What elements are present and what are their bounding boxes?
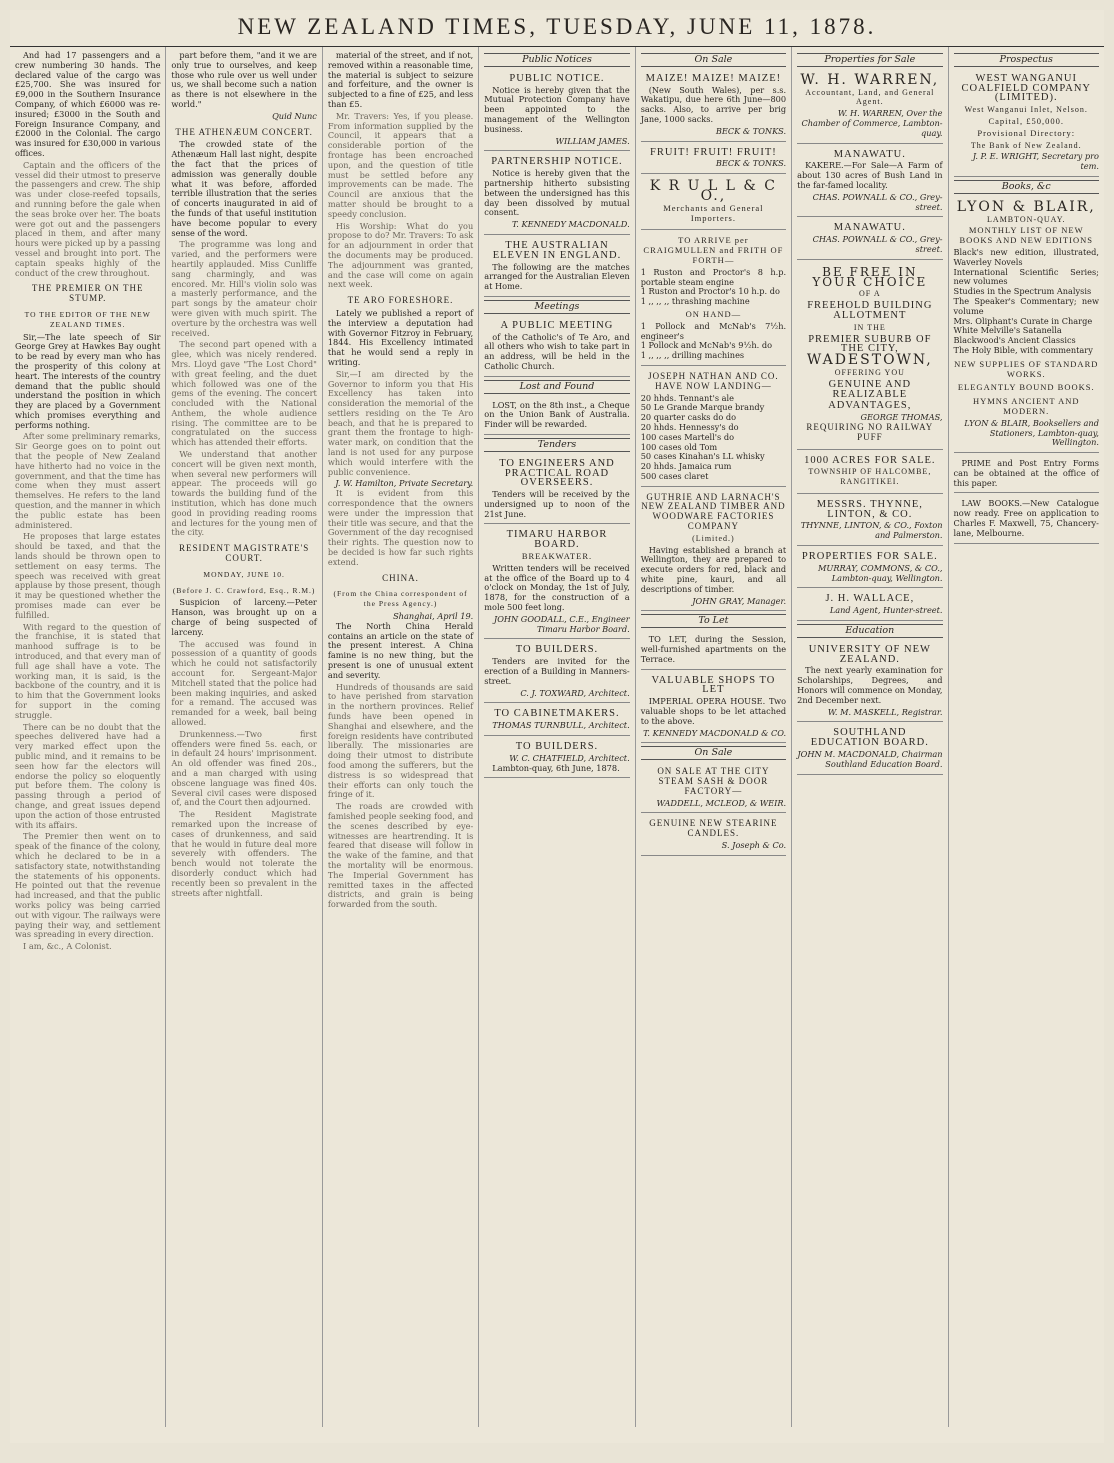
ad-title: TO BUILDERS.: [515, 644, 599, 656]
ad-title: TO BUILDERS.: [515, 741, 599, 753]
book-list-item: Studies in the Spectrum Analysis: [953, 286, 1092, 297]
section-on-sale: On Sale: [641, 53, 786, 67]
ad-subtitle: BREAKWATER.: [521, 551, 593, 562]
ad-signature: BECK & TONKS.: [715, 125, 787, 136]
ad-directory: Provisional Directory:: [977, 127, 1076, 138]
ad-title: PUBLIC NOTICE.: [509, 72, 605, 84]
ad-list-item: 50 cases Kinahan's LL whisky: [640, 451, 765, 462]
ad-signature: MURRAY, COMMONS, & CO., Lambton-quay, Wellington.: [818, 562, 943, 583]
article-text-filler: With regard to the question of the franchise, it is stated that manhood suffrage is to be introduced, and that every man of full age shall have a vote. The working man, it is said, is the backbone of the country, and it is to him that the Government looks for support in the coming struggle.: [15, 621, 161, 720]
ad-signature: JOHN GOODALL, C.E., Engineer Timaru Harbor Board.: [493, 613, 630, 634]
ad-body: PRIME and Post Entry Forms can be obtained at the office of this paper.: [953, 458, 1099, 488]
ad-body: LOST, on the 8th inst., a Cheque on the Union Bank of Australia. Finder will be rewarded.: [484, 399, 630, 430]
article-text-filler: The programme was long and varied, and the performers were heartily applauded. Miss Cunliffe sang charmingly, and was encored. Mr. Hill's violin solo was a masterly performance, and the part songs by the amateur choir were given with much spirit. The overture by the orchestra was well received.: [171, 239, 317, 338]
article-text-filler: His Worship: What do you propose to do? Mr. Travers: To ask for an adjournment in order that the documents may be produced. The adjournment was granted, and the case will come on again next week.: [327, 220, 474, 290]
ad-body: of the Catholic's of Te Aro, and all others who wish to take part in an address, will be held in the Catholic Church.: [484, 331, 630, 371]
ad-body: TO LET, during the Session, well-furnished apartments on the Terrace.: [640, 634, 787, 664]
section-public-notices: Public Notices: [484, 53, 629, 67]
ad-signature: S. Joseph & Co.: [721, 840, 787, 850]
ad-title: MAIZE! MAIZE! MAIZE!: [645, 72, 782, 84]
ad-signature: CHAS. POWNALL & CO., Grey-street.: [812, 191, 943, 212]
ad-title: JOSEPH NATHAN AND CO. HAVE NOW LANDING—: [648, 370, 779, 391]
ad-to-arrive: [641, 233, 786, 366]
ad-signature: GEORGE THOMAS,: [860, 412, 943, 423]
ad-capital: Capital, £50,000.: [988, 115, 1065, 126]
article-text-filler: Sir,—I am directed by the Governor to inform you that His Excellency has taken into consideration the memorial of the settlers residing on the Te Aro beach, and that he is prepared to grant them the frontage to high-water mark, on condition that the land is not used for any purpose which would interfere with the public convenience.: [327, 368, 474, 477]
section-books: Books, &c: [954, 180, 1099, 194]
ad-line: ADVANTAGES,: [828, 400, 912, 412]
ad-title: MANAWATU.: [833, 148, 906, 160]
ad-line: OF A: [859, 289, 881, 299]
ad-title: PARTNERSHIP NOTICE.: [491, 156, 623, 168]
section-education: Education: [797, 624, 942, 638]
section-meetings: Meetings: [484, 300, 629, 314]
ad-halcombe: [797, 453, 942, 494]
ad-maize: [641, 71, 786, 142]
newspaper-page: [10, 10, 1104, 1443]
ad-builders: [484, 642, 629, 703]
ad-signature: THOMAS TURNBULL, Architect.: [492, 720, 630, 731]
ad-subtitle: LAMBTON-QUAY.: [987, 214, 1066, 224]
article-text: The North China Herald contains an article on the state of the present interest. A China famine is no new thing, but the present is one of unusual extent and severity.: [327, 620, 474, 680]
china-dateline: Shanghai, April 19.: [393, 611, 474, 622]
article-heading-foreshore: TE ARO FORESHORE.: [347, 295, 454, 306]
book-list-item: The Speaker's Commentary; new volume: [953, 295, 1099, 316]
ad-law-books: [954, 496, 1099, 543]
ad-title: SOUTHLAND EDUCATION BOARD.: [810, 727, 929, 749]
column-5: [636, 47, 792, 1427]
ad-fruit: [641, 145, 786, 175]
ad-title: TIMARU HARBOR BOARD.: [506, 529, 608, 551]
ad-list-item: 1 Ruston and Proctor's 8 h.p. portable steam engine: [640, 266, 787, 287]
ad-body: LAW BOOKS.—New Catalogue now ready. Free on application to Charles F. Maxwell, 75, Chancery-lane, Melbourne.: [953, 498, 1099, 538]
ad-subtitle: Accountant, Land, and General Agent.: [805, 87, 935, 107]
ad-footer: Lambton-quay, 6th June, 1878.: [492, 762, 620, 773]
ad-signature: C. J. TOXWARD, Architect.: [520, 687, 630, 698]
ad-body: KAKERE.—For Sale—A Farm of about 130 acres of Bush Land in the far-famed locality.: [797, 160, 943, 190]
ad-valuable-shops: [641, 673, 786, 744]
article-signature: Quid Nunc: [272, 110, 317, 121]
china-subheading: (From the China correspondent of the Press Agency.): [333, 589, 468, 609]
ad-partnership: [484, 154, 629, 235]
ad-warren: [797, 71, 942, 144]
masthead: [10, 10, 1104, 47]
ad-title: PROPERTIES FOR SALE.: [801, 551, 938, 563]
article-text-filler: He proposes that large estates should be taxed, and that the lands should be thrown open to settlement on easy terms. The speech was received with great applause by those present, though it may be questioned whether the promises made can ever be fulfilled.: [15, 531, 161, 620]
ad-bankers: The Bank of New Zealand.: [970, 140, 1082, 150]
ad-title: ON SALE AT THE CITY STEAM SASH & DOOR FACTORY—: [657, 766, 770, 796]
section-to-let: To Let: [641, 614, 786, 628]
ad-footer: REQUIRING NO RAILWAY PUFF: [806, 421, 934, 442]
ad-title: UNIVERSITY OF NEW ZEALAND.: [808, 643, 931, 665]
article-text-filler: The Resident Magistrate remarked upon the increase of cases of drunkenness, and said that he would in future deal more severely with offenders. The bench would not tolerate the disorderly conduct which had recently been so prevalent in the streets after nightfall.: [171, 809, 317, 898]
article-text-filler: Mr. Travers: Yes, if you please. From information supplied by the Council, it appears that a considerable portion of the frontage has been encroached upon, and the question of title must be settled before any improvements can be made. The Council are anxious that the matter should be brought to a speedy conclusion.: [327, 110, 474, 219]
book-list-item: International Scientific Series; new volumes: [953, 266, 1099, 287]
ad-body: Having established a branch at Wellington, they are prepared to execute orders for red, black and white pine, kauri, and all descriptions of timber.: [640, 544, 787, 594]
ad-list-item: 50 Le Grande Marque brandy: [640, 402, 765, 413]
ad-signature: WILLIAM JAMES.: [555, 135, 630, 146]
ad-list-item: 500 cases claret: [640, 470, 709, 481]
ad-subtitle: TOWNSHIP OF HALCOMBE, RANGITIKEI.: [808, 467, 932, 487]
ad-southland: [797, 725, 942, 774]
ad-signature: LYON & BLAIR, Booksellers and Stationers, Lambton-quay, Wellington.: [964, 417, 1099, 448]
ad-cabinetmakers: [484, 706, 629, 736]
ad-title: TO ARRIVE per CRAIGMULLEN and FRITH OF FORTH—: [643, 235, 784, 265]
ad-title: GENUINE NEW STEARINE CANDLES.: [649, 818, 778, 839]
column-7: [949, 47, 1104, 1427]
columns: [10, 47, 1104, 1427]
ad-coalfield: [954, 71, 1099, 177]
ad-signature: JOHN M. MACDONALD, Chairman Southland Education Board.: [797, 749, 943, 769]
ad-signature: Land Agent, Hunter-street.: [829, 605, 943, 616]
article-text: Suspicion of larceny.—Peter Hanson, was brought up on a charge of being suspected of larceny.: [171, 597, 317, 637]
ad-list-item: 100 cases old Tom: [640, 441, 718, 452]
ad-body: The next yearly examination for Scholarships, Degrees, and Honors will commence on Monday, 2nd December next.: [797, 665, 943, 705]
ad-lost: [484, 398, 629, 435]
ad-body: Tenders are invited for the erection of a Building in Manners-street.: [484, 656, 630, 686]
ad-stearine-candles: [641, 816, 786, 855]
ad-list-item: 1 Ruston and Proctor's 10 h.p. do: [640, 286, 780, 297]
article-heading-china: CHINA.: [382, 572, 419, 583]
page-title: NEW ZEALAND TIMES, TUESDAY, JUNE 11, 1878.: [237, 14, 877, 39]
ad-manawatu-2: [797, 220, 942, 259]
column-2: [166, 47, 322, 1427]
book-list-item: Black's new edition, illustrated, Waverley Novels: [953, 246, 1099, 267]
ad-lyon-blair: [954, 198, 1099, 453]
ad-section: ELEGANTLY BOUND BOOKS.: [957, 382, 1095, 393]
ad-timaru-harbor: [484, 527, 629, 639]
section-on-sale-2: On Sale: [641, 746, 786, 760]
ad-properties: [797, 549, 942, 588]
ad-line: WADESTOWN,: [806, 352, 933, 369]
ad-title: THE AUSTRALIAN ELEVEN IN ENGLAND.: [492, 239, 622, 261]
ad-title: WEST WANGANUI COALFIELD COMPANY (LIMITED).: [961, 72, 1091, 104]
ad-title: MANAWATU.: [833, 222, 906, 234]
ad-krull: [641, 177, 786, 230]
book-list-item: The Holy Bible, with commentary: [953, 344, 1093, 355]
ad-subtitle: West Wanganui Inlet, Nelson.: [964, 105, 1088, 115]
ad-title: GUTHRIE AND LARNACH'S NEW ZEALAND TIMBER AND WOODWARE FACTORIES COMPANY: [641, 491, 786, 532]
ad-body: IMPERIAL OPERA HOUSE. Two valuable shops to be let attached to the above.: [640, 696, 787, 726]
ad-line: OFFERING YOU: [834, 367, 905, 377]
ad-line: IN THE: [853, 322, 886, 332]
section-properties: Properties for Sale: [797, 53, 942, 67]
ad-line: GENUINE AND REALIZABLE: [828, 378, 912, 400]
ad-title: TO CABINETMAKERS.: [494, 708, 620, 720]
article-text-filler: Captain and the officers of the vessel did their utmost to preserve the passengers and crew. The ship was under close-reefed topsails, and running before the gale when the seas broke over her. The boats were got out and the passengers placed in them, and after many hours were picked up by a passing vessel and brought into port. The captain speaks highly of the conduct of the crew throughout.: [15, 159, 161, 278]
ad-list-item: 1 Pollock and McNab's 9½h. do: [640, 340, 773, 351]
ad-subtitle: ON HAND—: [685, 308, 742, 319]
article-heading-premier: THE PREMIER ON THE STUMP.: [31, 283, 144, 304]
article-text: The crowded state of the Athenæum Hall last night, despite the fact that the prices of admission was generally double what it was before, afforded terrible illustration that the series of concerts inaugurated in aid of the funds of that useful institution have become popular to every sense of the word.: [171, 139, 317, 238]
ad-subtitle: (Limited.): [692, 533, 735, 543]
section-lost-found: Lost and Found: [484, 380, 629, 394]
article-text-filler: The Premier then went on to speak of the finance of the colony, which he declared to be in a satisfactory state, notwithstanding the statements of his opponents. He pointed out that the revenue had increased, and that the public works policy was being carried out with vigour. The railways were paying their way, and settlement was spreading in every direction.: [15, 831, 161, 940]
ad-signature: W. C. CHATFIELD, Architect.: [509, 752, 630, 763]
article-text-filler: There can be no doubt that the speeches delivered have had a very marked effect upon the public mind, and it remains to be seen how far the electors will endorse the policy so eloquently put before them. The colony is passing through a period of change, and great issues depend upon the action of those entrusted with its affairs.: [15, 721, 161, 830]
column-4: [479, 47, 635, 1427]
ad-title: FRUIT! FRUIT! FRUIT!: [650, 146, 777, 158]
ad-monthly-list: MONTHLY LIST OF NEW BOOKS AND NEW EDITIONS: [959, 225, 1093, 246]
ad-list-item: 20 hhds. Jamaica rum: [640, 461, 732, 472]
ad-sash-factory: [641, 764, 786, 813]
ad-wallace: [797, 591, 942, 621]
ad-australian-eleven: [484, 238, 629, 297]
ad-list-item: 20 hhds. Tennant's ale: [640, 392, 734, 403]
ad-title: A PUBLIC MEETING: [500, 319, 614, 331]
ad-signature: T. KENNEDY MACDONALD.: [512, 219, 630, 230]
ad-signature: T. KENNEDY MACDONALD & CO.: [643, 727, 787, 738]
ad-title: TO ENGINEERS AND PRACTICAL ROAD OVERSEERS.: [499, 457, 615, 489]
article-text: And had 17 passengers and a crew numbering 30 hands. The declared value of the cargo was £25,700. She was insured for £9,000 in the Southern Insurance Company, of which £6000 was re-insured; £3000 in the South and Foreign Insurance Company, and £2000 in the Colonial. The cargo was insured for £30,000 in various offices.: [15, 50, 161, 158]
ad-title: MESSRS. THYNNE, LINTON, & CO.: [816, 498, 923, 520]
ad-signature: THYNNE, LINTON, & CO., Foxton and Palmerston.: [800, 520, 943, 541]
ad-signature: JOHN GRAY, Manager.: [692, 595, 787, 606]
ad-public-notice: [484, 71, 629, 152]
column-6: [792, 47, 948, 1427]
ad-joseph-nathan: [641, 369, 786, 487]
ad-prime-forms: [954, 456, 1099, 493]
ad-body: The following are the matches arranged for the Australian Eleven at Home.: [484, 261, 630, 292]
article-text: part before them, "and it we are only true to ourselves, and keep those who rule over us well under us, we shall become such a nation as there is not elsewhere in the world.": [171, 50, 317, 109]
article-text-filler: The second part opened with a glee, which was nicely rendered. Mrs. Lloyd gave "The Lost Chord" with great feeling, and the duet which followed was one of the gems of the evening. The concert concluded with the National Anthem, the whole audience rising. The committee are to be congratulated on the success which has attended their efforts.: [171, 339, 317, 448]
ad-to-let: [641, 632, 786, 669]
ad-list-item: 1 Pollock and McNab's 7½h. engineer's: [640, 320, 787, 341]
court-date: MONDAY, JUNE 10.: [203, 569, 285, 579]
section-prospectus: Prospectus: [954, 53, 1099, 67]
article-text-filler: It is evident from this correspondence that the owners were under the impression that their title was secure, and that the Government of the day recognised their rights. The question now to be decided is how far such rights extend.: [327, 488, 474, 567]
article-heading-athenaeum: THE ATHENÆUM CONCERT.: [175, 126, 313, 137]
ad-title: 1000 ACRES FOR SALE.: [804, 454, 936, 466]
ad-meeting: [484, 318, 629, 377]
ad-list-item: 100 cases Martell's do: [640, 431, 735, 442]
article-text: material of the street, and if not, removed within a reasonable time, the material is subject to seizure and forfeiture, and the owner is subjected to a fine of £25, and less than £5.: [327, 50, 474, 109]
ad-signature: W. M. MASKELL, Registrar.: [827, 706, 943, 717]
ad-list-item: 1 ,, ,, ,, thrashing machine: [640, 296, 750, 307]
ad-title: K R U L L & C O.,: [649, 178, 778, 204]
ad-section: NEW SUPPLIES OF STANDARD WORKS.: [954, 358, 1099, 379]
ad-body: (New South Wales), per s.s. Wakatipu, due here 6th June—800 sacks. Also, to arrive per brig Jane, 1000 sacks.: [640, 84, 787, 124]
ad-line: FREEHOLD BUILDING ALLOTMENT: [807, 300, 933, 321]
section-tenders: Tenders: [484, 438, 629, 452]
ad-signature: WADDELL, MCLEOD, & WEIR.: [656, 797, 787, 808]
article-text-filler: Drunkenness.—Two first offenders were fined 5s. each, or in default 24 hours' imprisonment. An old offender was fined 20s., and a man charged with using obscene language was fined 40s. Several civil cases were disposed of, and the Court then adjourned.: [171, 728, 317, 808]
court-before: (Before J. C. Crawford, Esq., R.M.): [172, 585, 316, 595]
ad-freehold: [797, 263, 942, 450]
ad-signature: J. P. E. WRIGHT, Secretary pro tem.: [972, 151, 1099, 172]
ad-signature: BECK & TONKS.: [715, 158, 787, 169]
article-text-filler: I am, &c., A Colonist.: [23, 941, 112, 952]
column-1: [10, 47, 166, 1427]
article-signature: J. W. Hamilton, Private Secretary.: [335, 478, 474, 489]
ad-body: Notice is hereby given that the partnership hitherto subsisting between the undersigned has this day been dissolved by mutual consent.: [484, 168, 630, 218]
article-text-filler: We understand that another concert will be given next month, when several new performers will appear. The proceeds will go towards the building fund of the institution, which has done much good in providing reading rooms and lectures for the young men of the city.: [171, 449, 317, 538]
ad-title: W. H. WARREN,: [800, 71, 940, 88]
ad-title: J. H. WALLACE,: [825, 593, 915, 605]
article-text-filler: The roads are crowded with famished people seeking food, and the scenes described by eye-witnesses are heartrending. It is feared that disease will follow in the wake of the famine, and that the mortality will be enormous. The Imperial Government has remitted taxes in the affected districts, and grain is being forwarded from the south.: [327, 801, 474, 910]
ad-body: Notice is hereby given that the Mutual Protection Company have been appointed to the management of the Wellington business.: [484, 84, 630, 134]
ad-section: HYMNS ANCIENT AND MODERN.: [972, 396, 1080, 416]
ad-line: PREMIER SUBURB OF THE CITY,: [808, 333, 932, 355]
article-subheading: TO THE EDITOR OF THE NEW ZEALAND TIMES.: [24, 309, 151, 329]
ad-builders-2: [484, 739, 629, 778]
ad-list-item: 1 ,, ,, ,, drilling machines: [640, 350, 745, 361]
ad-engineers: [484, 456, 629, 525]
article-text: Lately we published a report of the interview a deputation had with Governor Fitzroy in February, 1844. His Excellency intimated that he would send a reply in writing.: [327, 307, 474, 367]
ad-title: LYON & BLAIR,: [956, 198, 1096, 215]
book-list-item: Mrs. Oliphant's Curate in Charge: [953, 315, 1093, 326]
ad-manawatu: [797, 147, 942, 218]
ad-body: Tenders will be received by the undersigned up to noon of the 21st June.: [484, 489, 630, 519]
ad-list-item: 20 hhds. Hennessy's do: [640, 421, 739, 432]
article-heading-court: RESIDENT MAGISTRATE'S COURT.: [179, 543, 310, 564]
ad-thynne-linton: [797, 497, 942, 546]
column-3: [323, 47, 479, 1427]
ad-university: [797, 642, 942, 723]
ad-subtitle: Merchants and General Importers.: [663, 202, 764, 223]
book-list-item: Blackwood's Ancient Classics: [953, 335, 1076, 346]
ad-list-item: 20 quarter casks do do: [640, 412, 737, 423]
ad-signature: W. H. WARREN, Over the Chamber of Commerce, Lambton-quay.: [801, 108, 943, 138]
article-text-filler: The accused was found in possession of a quantity of goods which he could not satisfactorily account for. Sergeant-Major Mitchell stated that the police had been making inquiries, and asked for a remand. The accused was remanded for a week, bail being allowed.: [171, 638, 317, 727]
ad-guthrie-larnach: [641, 490, 786, 612]
article-text-filler: Hundreds of thousands are said to have perished from starvation in the northern provinces. Relief funds have been opened in Shanghai and elsewhere, and the foreign residents have contributed liberally. The missionaries are doing their utmost to distribute food among the sufferers, but the distress is so widespread that their efforts can only touch the fringe of it.: [327, 681, 474, 800]
ad-signature: CHAS. POWNALL & CO., Grey-street.: [812, 234, 943, 254]
ad-title: BE FREE IN YOUR CHOICE: [812, 264, 928, 289]
article-text-filler: After some preliminary remarks, Sir George goes on to point out that the people of New Zealand have hitherto had no voice in the government, and that the time has come when they must assert themselves. He refers to the land question, and the manner in which the public estate has been administered.: [15, 431, 161, 530]
ad-title: VALUABLE SHOPS TO LET: [651, 674, 776, 696]
ad-body: Written tenders will be received at the office of the Board up to 4 o'clock on Monday, the 1st of July, 1878, for the construction of a mole 500 feet long.: [484, 562, 630, 613]
article-text: Sir,—The late speech of Sir George Grey at Hawkes Bay ought to be read by every man who has the prosperity of this colony at heart. The interests of the country demand that the public should understand the position in which they are placed by a Government which promises everything and performs nothing.: [15, 331, 161, 430]
book-list-item: White Melville's Satanella: [953, 325, 1062, 336]
